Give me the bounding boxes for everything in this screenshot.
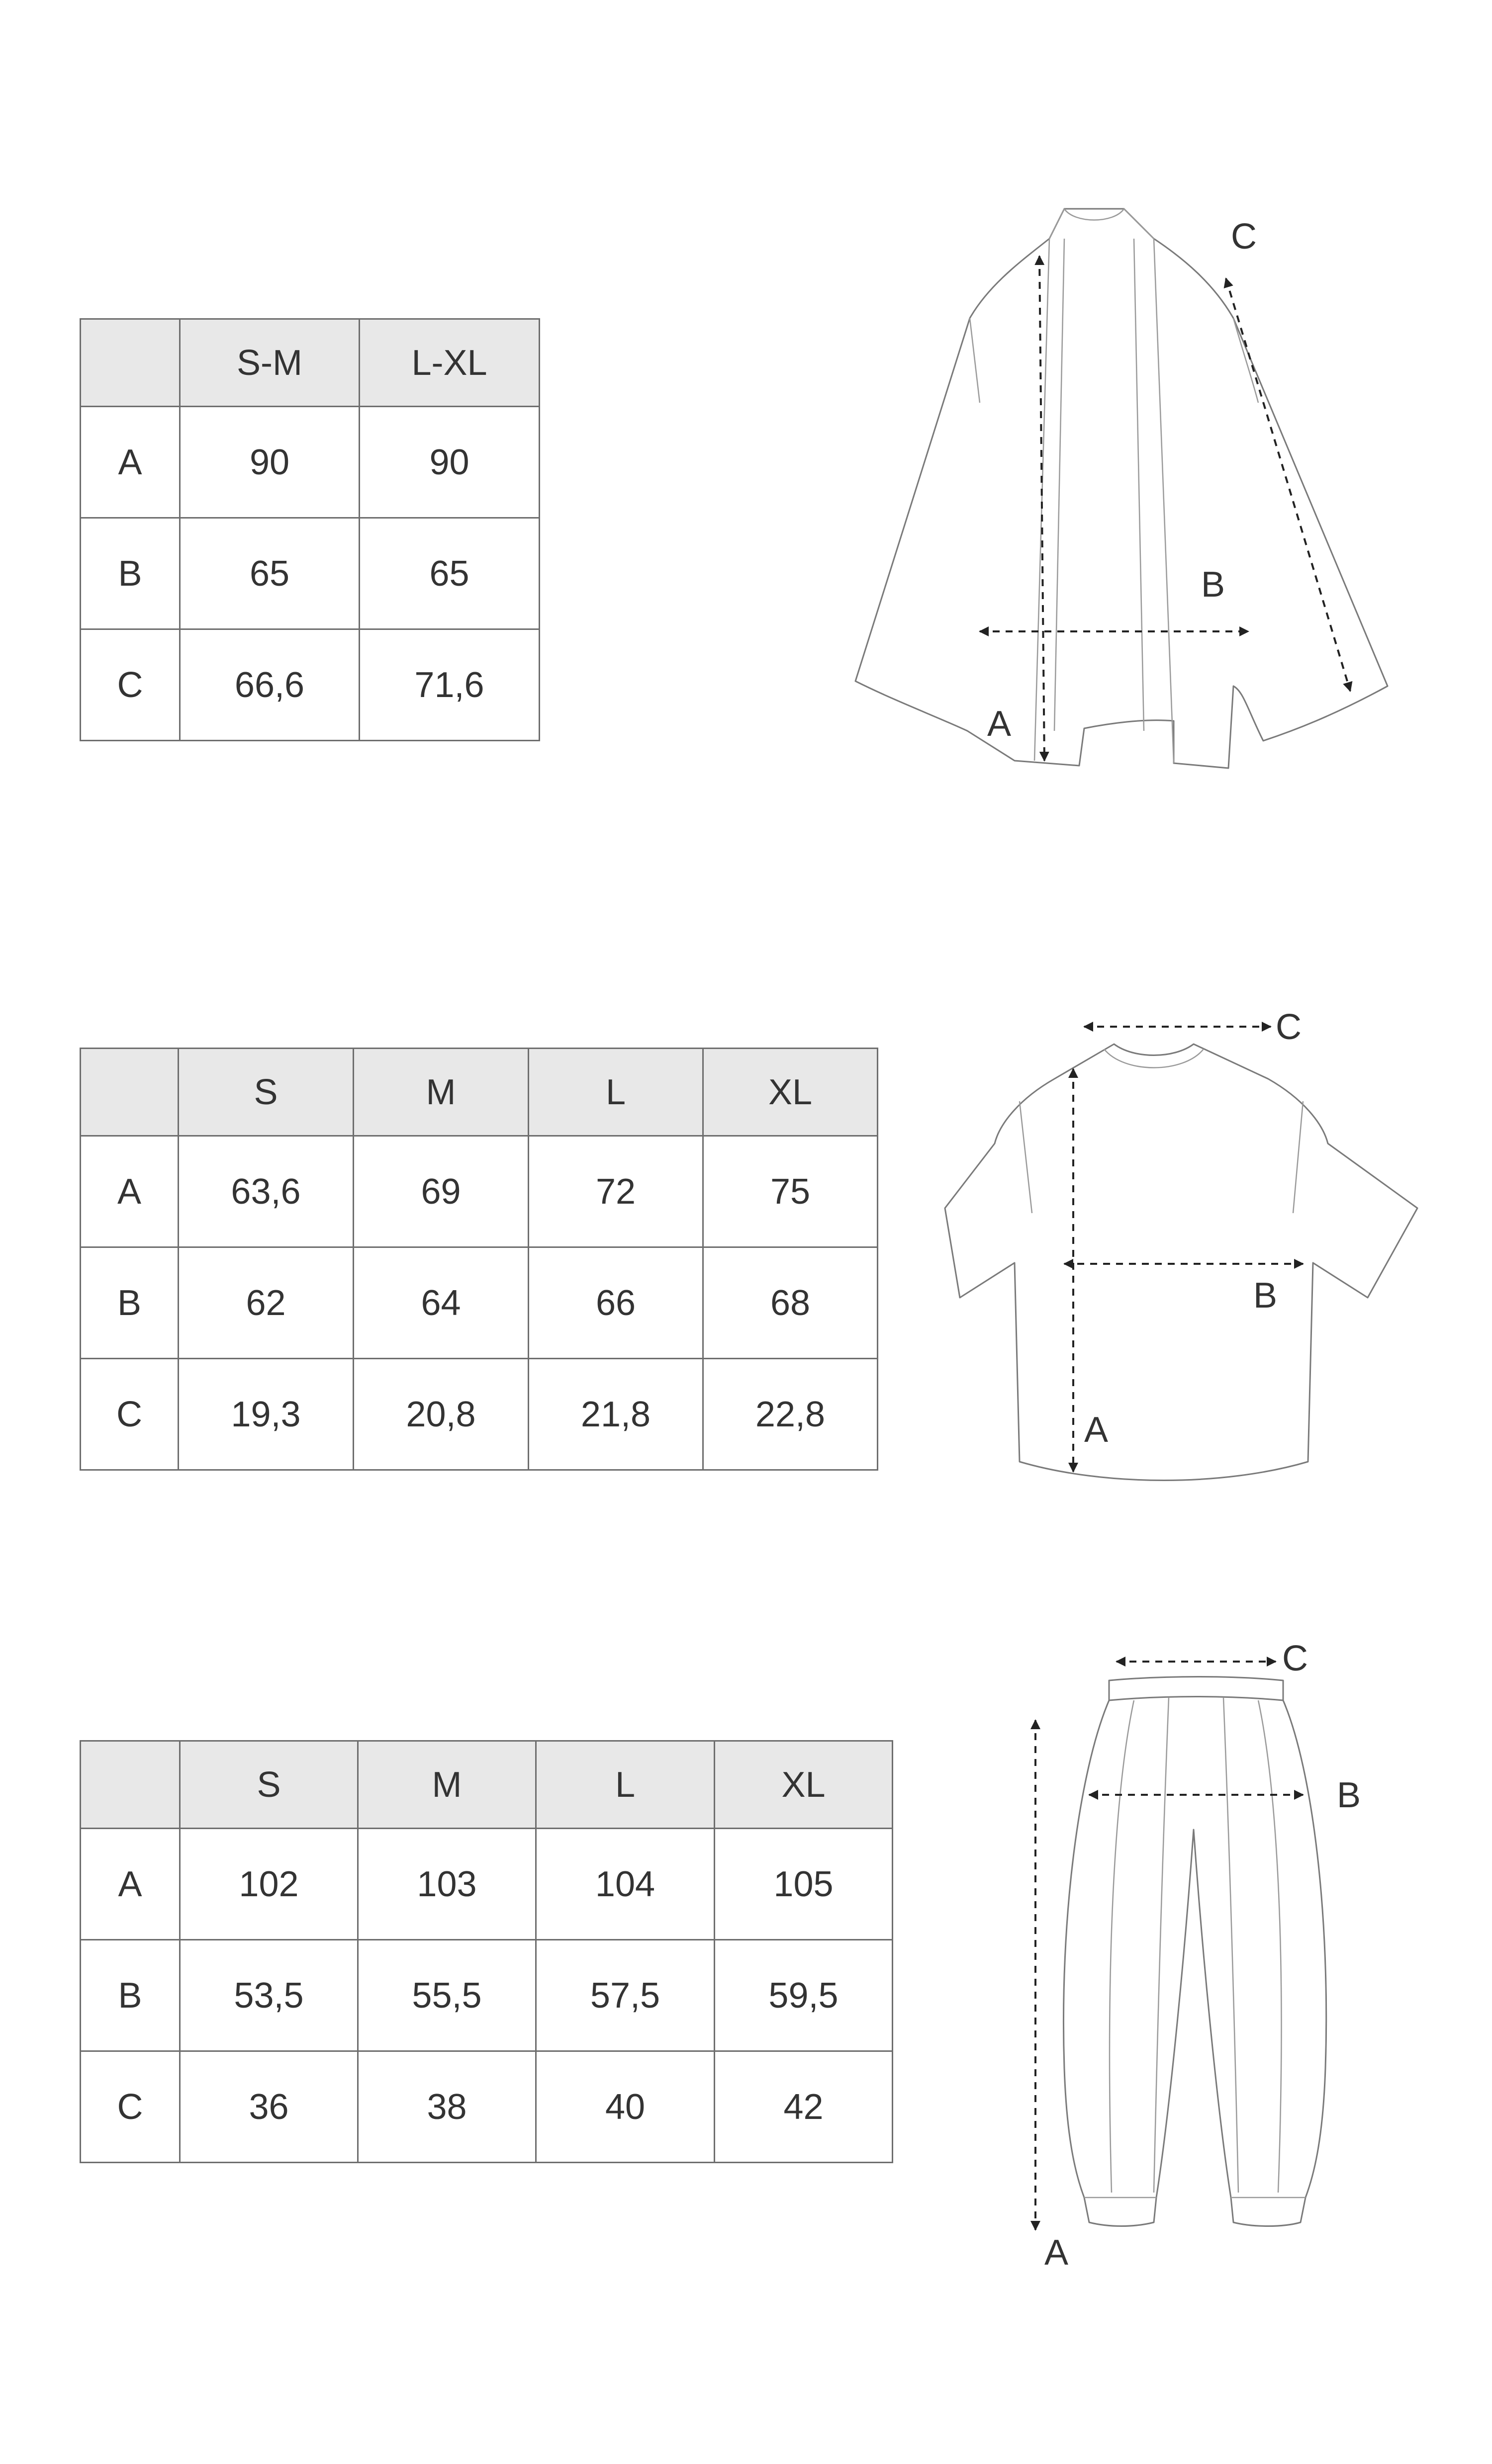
header-corner-cell — [81, 319, 180, 407]
neckline — [1104, 1049, 1204, 1068]
measurement-cell: 59,5 — [715, 1940, 893, 2051]
table-row — [81, 1829, 893, 1940]
table-header-row — [81, 1741, 893, 1829]
sleeve-seam — [1020, 1101, 1303, 1213]
measurement-cell: 20,8 — [354, 1359, 529, 1470]
measurement-cell: 66,6 — [180, 629, 360, 741]
size-header: L — [529, 1049, 703, 1136]
pleat-lines — [1084, 1698, 1306, 2198]
row-label: B — [81, 518, 180, 629]
cardigan-outline — [855, 209, 1388, 768]
table-row — [81, 1359, 878, 1470]
size-header: L-XL — [360, 319, 540, 407]
table-row — [81, 518, 540, 629]
row-label: C — [81, 1359, 179, 1470]
measurement-cell: 71,6 — [360, 629, 540, 741]
trousers-size-table — [80, 1740, 893, 2163]
measurement-cell: 42 — [715, 2051, 893, 2163]
table-row — [81, 2051, 893, 2163]
row-label: B — [81, 1940, 180, 2051]
dimension-a-arrow — [1039, 256, 1044, 761]
size-header: XL — [703, 1049, 878, 1136]
measurement-cell: 38 — [358, 2051, 536, 2163]
table-header-row — [81, 319, 540, 407]
waistband — [1109, 1677, 1283, 1701]
measurement-cell: 19,3 — [179, 1359, 354, 1470]
size-header: L — [536, 1741, 715, 1829]
measurement-cell: 104 — [536, 1829, 715, 1940]
table-row — [81, 407, 540, 518]
size-header: M — [358, 1741, 536, 1829]
tshirt-outline — [945, 1044, 1417, 1481]
dimension-c-label: C — [1282, 1639, 1308, 1678]
measurement-cell: 102 — [180, 1829, 358, 1940]
measurement-cell: 22,8 — [703, 1359, 878, 1470]
collar-band — [1034, 209, 1174, 763]
table-row — [81, 629, 540, 741]
trousers-outline — [1063, 1700, 1326, 2226]
dimension-b-label: B — [1337, 1775, 1361, 1815]
row-label: A — [81, 1829, 180, 1940]
cardigan-size-table — [80, 318, 540, 741]
size-header: S — [179, 1049, 354, 1136]
measurement-cell: 75 — [703, 1136, 878, 1247]
dimension-a-label: A — [1084, 1410, 1109, 1450]
measurement-cell: 69 — [354, 1136, 529, 1247]
measurement-cell: 40 — [536, 2051, 715, 2163]
tshirt-diagram — [945, 994, 1442, 1492]
header-corner-cell — [81, 1741, 180, 1829]
measurement-cell: 21,8 — [529, 1359, 703, 1470]
sleeve-seam — [970, 318, 1258, 403]
tshirt-size-table — [80, 1048, 878, 1471]
table-header-row — [81, 1049, 878, 1136]
dimension-b-label: B — [1201, 565, 1225, 605]
measurement-cell: 90 — [360, 407, 540, 518]
measurement-cell: 36 — [180, 2051, 358, 2163]
row-label: C — [81, 629, 180, 741]
trousers-diagram — [1005, 1621, 1402, 2277]
dimension-a-label: A — [1044, 2233, 1069, 2273]
measurement-cell: 65 — [180, 518, 360, 629]
measurement-cell: 57,5 — [536, 1940, 715, 2051]
measurement-cell: 63,6 — [179, 1136, 354, 1247]
measurement-cell: 53,5 — [180, 1940, 358, 2051]
measurement-cell: 66 — [529, 1247, 703, 1359]
header-corner-cell — [81, 1049, 179, 1136]
dimension-b-label: B — [1253, 1276, 1278, 1316]
measurement-cell: 72 — [529, 1136, 703, 1247]
measurement-cell: 68 — [703, 1247, 878, 1359]
row-label: B — [81, 1247, 179, 1359]
table-row — [81, 1247, 878, 1359]
dimension-a-label: A — [987, 704, 1012, 744]
dimension-c-label: C — [1276, 1007, 1302, 1047]
measurement-cell: 65 — [360, 518, 540, 629]
measurement-cell: 64 — [354, 1247, 529, 1359]
table-row — [81, 1940, 893, 2051]
size-header: S-M — [180, 319, 360, 407]
dimension-c-label: C — [1231, 217, 1257, 257]
dimension-c-arrow — [1226, 278, 1350, 691]
row-label: C — [81, 2051, 180, 2163]
row-label: A — [81, 407, 180, 518]
size-header: S — [180, 1741, 358, 1829]
size-header: XL — [715, 1741, 893, 1829]
row-label: A — [81, 1136, 179, 1247]
table-row — [81, 1136, 878, 1247]
measurement-cell: 62 — [179, 1247, 354, 1359]
measurement-cell: 90 — [180, 407, 360, 518]
measurement-cell: 103 — [358, 1829, 536, 1940]
measurement-cell: 105 — [715, 1829, 893, 1940]
size-header: M — [354, 1049, 529, 1136]
cardigan-diagram — [836, 189, 1412, 805]
measurement-cell: 55,5 — [358, 1940, 536, 2051]
